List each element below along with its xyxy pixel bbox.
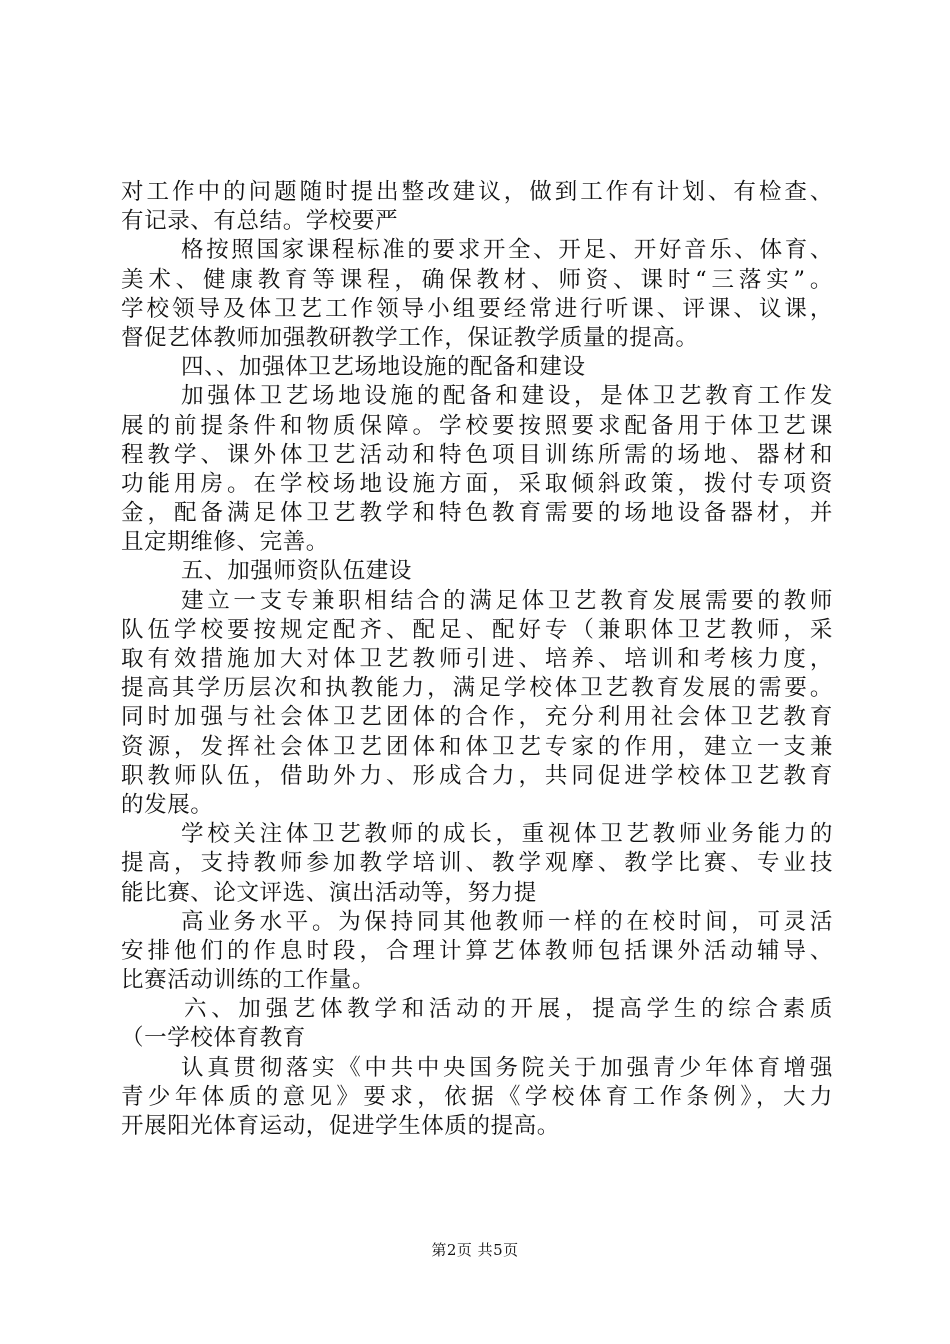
- section-heading-5: 五、加强师资队伍建设: [181, 558, 413, 585]
- body-line: 对工作中的问题随时提出整改建议，做到工作有计划、有检查、: [121, 179, 833, 205]
- body-line: 认真贯彻落实《中共中央国务院关于加强青少年体育增强: [181, 1054, 833, 1081]
- body-line: 程教学、课外体卫艺活动和特色项目训练所需的场地、器材和: [121, 441, 833, 468]
- body-line: 青少年体质的意见》要求，依据《学校体育工作条例》，大力: [121, 1083, 833, 1110]
- body-line: 能比赛、论文评选、演出活动等，努力提: [121, 879, 537, 906]
- body-line: 高业务水平。为保持同其他教师一样的在校时间，可灵活: [181, 908, 833, 935]
- body-line: 比赛活动训练的工作量。: [121, 967, 376, 994]
- body-line: 建立一支专兼职相结合的满足体卫艺教育发展需要的教师: [181, 587, 833, 614]
- section-heading-6: 六、加强艺体教学和活动的开展，提高学生的综合素质: [184, 996, 833, 1023]
- body-line: 学校关注体卫艺教师的成长，重视体卫艺教师业务能力的: [181, 821, 833, 848]
- body-line: 同时加强与社会体卫艺团体的合作，充分利用社会体卫艺教育: [121, 704, 833, 731]
- body-line: 开展阳光体育运动，促进学生体质的提高。: [121, 1113, 560, 1139]
- body-line: 有记录、有总结。学校要严: [121, 208, 399, 235]
- page-indicator: 第2页 共5页: [431, 1241, 519, 1259]
- document-body: [121, 178, 833, 1141]
- body-line: 资源，发挥社会体卫艺团体和体卫艺专家的作用，建立一支兼: [121, 733, 833, 760]
- body-line: 安排他们的作息时段，合理计算艺体教师包括课外活动辅导、: [121, 937, 833, 964]
- page-footer: [0, 1239, 950, 1260]
- body-line: 加强体卫艺场地设施的配备和建设，是体卫艺教育工作发: [181, 383, 833, 410]
- body-line: 职教师队伍，借助外力、形成合力，共同促进学校体卫艺教育: [121, 762, 833, 789]
- body-line: 提高其学历层次和执教能力，满足学校体卫艺教育发展的需要。: [121, 675, 833, 702]
- section-heading-4: 四、、加强体卫艺场地设施的配备和建设: [181, 354, 586, 381]
- body-line: 的发展。: [121, 791, 214, 818]
- body-line: 功能用房。在学校场地设施方面，采取倾斜政策，拨付专项资: [121, 470, 833, 497]
- body-line: 格按照国家课程标准的要求开全、开足、开好音乐、体育、: [181, 237, 833, 264]
- body-line: 督促艺体教师加强教研教学工作，保证教学质量的提高。: [121, 324, 699, 351]
- body-line: 且定期维修、完善。: [121, 529, 329, 556]
- body-line: 美术、健康教育等课程，确保教材、师资、课时“三落实”。: [121, 266, 833, 293]
- body-line: 取有效措施加大对体卫艺教师引进、培养、培训和考核力度，: [121, 646, 833, 672]
- body-line: 展的前提条件和物质保障。学校要按照要求配备用于体卫艺课: [121, 412, 833, 439]
- subsection-heading-1: （一学校体育教育: [121, 1025, 306, 1052]
- body-line: 队伍学校要按规定配齐、配足、配好专（兼职体卫艺教师，采: [121, 616, 833, 643]
- body-line: 提高，支持教师参加教学培训、教学观摩、教学比赛、专业技: [121, 850, 833, 877]
- body-line: 学校领导及体卫艺工作领导小组要经常进行听课、评课、议课，: [121, 295, 833, 322]
- body-line: 金，配备满足体卫艺教学和特色教育需要的场地设备器材，并: [121, 500, 833, 527]
